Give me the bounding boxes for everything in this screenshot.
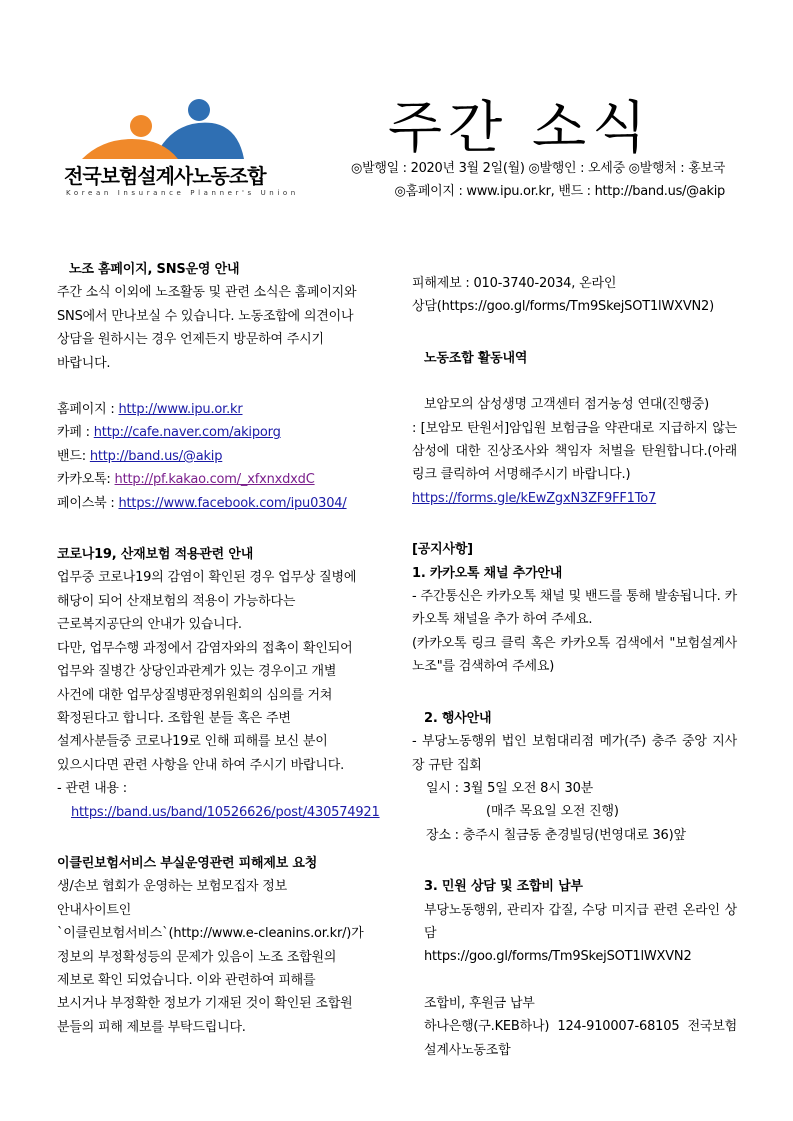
link-row-homepage: 홈페이지 : http://www.ipu.or.kr <box>57 402 243 418</box>
facebook-link[interactable]: https://www.facebook.com/ipu0304/ <box>118 495 347 511</box>
logo-orange-head <box>130 115 152 137</box>
notice-2-title: 2. 행사안내 <box>424 710 492 726</box>
notice-1-note: (카카오톡 링크 클릭 혹은 카카오톡 검색에서 "보험설계사노조"를 검색하여 주세요) <box>412 635 737 675</box>
kakao-link[interactable]: http://pf.kakao.com/_xfxnxdxdC <box>114 472 315 488</box>
section-covid-line: 다만, 업무수행 과정에서 감염자와의 접촉이 확인되어 <box>57 640 353 656</box>
notice-3-url[interactable]: https://goo.gl/forms/Tm9SkejSOT1lWXVN2 <box>424 949 692 965</box>
link-row-facebook: 페이스북 : https://www.facebook.com/ipu0304/ <box>57 495 347 511</box>
link-row-cafe: 카페 : http://cafe.naver.com/akiporg <box>57 425 281 441</box>
homepage-link[interactable]: http://www.ipu.or.kr <box>118 402 243 418</box>
section-covid-line: 업무와 질병간 상당인과관계가 있는 경우이고 개별 <box>57 664 337 680</box>
notice-2-body: - 부당노동행위 법인 보험대리점 메가(주) 충주 중앙 지사장 규탄 집회 <box>412 734 737 773</box>
section-eclean-line: 정보의 부정확성등의 문제가 있음이 노조 조합원의 <box>57 949 337 965</box>
section-eclean-line: 안내사이트인 <box>57 902 132 918</box>
activity-line: 보암모의 삼성생명 고객센터 점거농성 연대(진행중) <box>424 397 709 413</box>
notice-3-title: 3. 민원 상담 및 조합비 납부 <box>424 879 583 895</box>
notice-2-time-note: (매주 목요일 오전 진행) <box>486 804 619 820</box>
activity-detail: : [보암모 탄원서]암입원 보험금을 약관대로 지급하지 않는 삼성에 대한 진상조사와 책임자 처벌을 탄원합니다.(아래 링크 클릭하여 서명해주시기 바랍니다.) <box>412 420 737 483</box>
section-covid-line: 해당이 되어 산재보험의 적용이 가능하다는 <box>57 593 296 609</box>
section-covid-title: 코로나19, 산재보험 적용관련 안내 <box>57 547 254 563</box>
org-name: 전국보험설계사노동조합 <box>64 164 266 188</box>
notice-title: [공지사항] <box>412 542 473 558</box>
section-covid-line: 있으시다면 관련 사항을 안내 하여 주시기 바랍니다. <box>57 757 345 773</box>
left-column <box>57 258 382 1039</box>
covid-related-label: - 관련 내용 : <box>57 781 127 797</box>
fee-account: 하나은행(구.KEB하나) 124-910007-68105 전국보험설계사노동조합 <box>424 1019 737 1058</box>
org-english-name: Korean Insurance Planner's Union <box>66 189 299 197</box>
covid-related-link[interactable]: https://band.us/band/10526626/post/430574921 <box>71 804 380 820</box>
activity-petition-link[interactable]: https://forms.gle/kEwZgxN3ZF9FF1To7 <box>412 490 657 506</box>
band-link[interactable]: http://band.us/@akip <box>89 448 223 464</box>
section-eclean-line: `이클린보험서비스`(http://www.e-cleanins.or.kr/)가 <box>57 926 364 942</box>
section-homepage-line: 바랍니다. <box>57 355 111 371</box>
section-homepage-line: 상담을 원하시는 경우 언제든지 방문하여 주시기 <box>57 332 324 348</box>
section-homepage-title: 노조 홈페이지, SNS운영 안내 <box>69 262 240 277</box>
publication-info: ◎발행일 : 2020년 3월 2일(월) ◎발행인 : 오세중 ◎발행처 : 홍보국 <box>351 161 725 176</box>
link-row-kakao: 카카오톡: http://pf.kakao.com/_xfxnxdxdC <box>57 472 315 488</box>
section-covid-line: 사건에 대한 업무상질병판정위원회의 심의를 거쳐 <box>57 687 333 703</box>
right-column <box>412 272 737 1062</box>
section-eclean-title: 이클린보험서비스 부실운영관련 피해제보 요청 <box>57 855 318 871</box>
activity-title: 노동조합 활동내역 <box>424 350 528 366</box>
notice-2-place: 장소 : 충주시 칠금동 춘경빌딩(번영대로 36)앞 <box>426 827 686 843</box>
link-row-band: 밴드: http://band.us/@akip <box>57 448 223 464</box>
report-line: 피해제보 : 010-3740-2034, 온라인 <box>412 276 617 291</box>
notice-1-title: 1. 카카오톡 채널 추가안내 <box>412 565 563 581</box>
section-eclean-line: 제보로 확인 되었습니다. 이와 관련하여 피해를 <box>57 972 316 988</box>
fee-title: 조합비, 후원금 납부 <box>424 995 535 1011</box>
notice-1-body: - 주간통신은 카카오톡 채널 및 밴드를 통해 발송됩니다. 카카오톡 채널을 추가 하여 주세요. <box>412 589 737 628</box>
cafe-link[interactable]: http://cafe.naver.com/akiporg <box>93 425 281 441</box>
logo-orange-body <box>82 139 178 159</box>
notice-2-time: 일시 : 3월 5일 오전 8시 30분 <box>426 780 593 796</box>
section-covid-line: 업무중 코로나19의 감염이 확인된 경우 업무상 질병에 <box>57 570 357 586</box>
section-eclean-line: 보시거나 부정확한 정보가 기재된 것이 확인된 조합원 <box>57 996 353 1012</box>
report-line: 상담(https://goo.gl/forms/Tm9SkejSOT1lWXVN2) <box>412 299 714 315</box>
section-covid-line: 확정된다고 합니다. 조합원 분들 혹은 주변 <box>57 710 291 726</box>
page-title: 주간 소식 <box>388 96 653 161</box>
contact-info: ◎홈페이지 : www.ipu.or.kr, 밴드 : http://band.us/@akip <box>394 184 725 199</box>
logo-blue-head <box>188 99 210 121</box>
section-homepage-line: SNS에서 만나보실 수 있습니다. 노동조합에 의견이나 <box>57 308 354 324</box>
section-eclean-line: 분들의 피해 제보를 부탁드립니다. <box>57 1019 246 1035</box>
section-covid-line: 근로복지공단의 안내가 있습니다. <box>57 617 242 633</box>
section-eclean-line: 생/손보 협회가 운영하는 보험모집자 정보 <box>57 879 287 895</box>
section-homepage-line: 주간 소식 이외에 노조활동 및 관련 소식은 홈페이지와 <box>57 285 357 301</box>
notice-3-body: 부당노동행위, 관리자 갑질, 수당 미지급 관련 온라인 상담 <box>424 902 737 941</box>
section-covid-line: 설계사분들중 코로나19로 인해 피해를 보신 분이 <box>57 734 328 750</box>
